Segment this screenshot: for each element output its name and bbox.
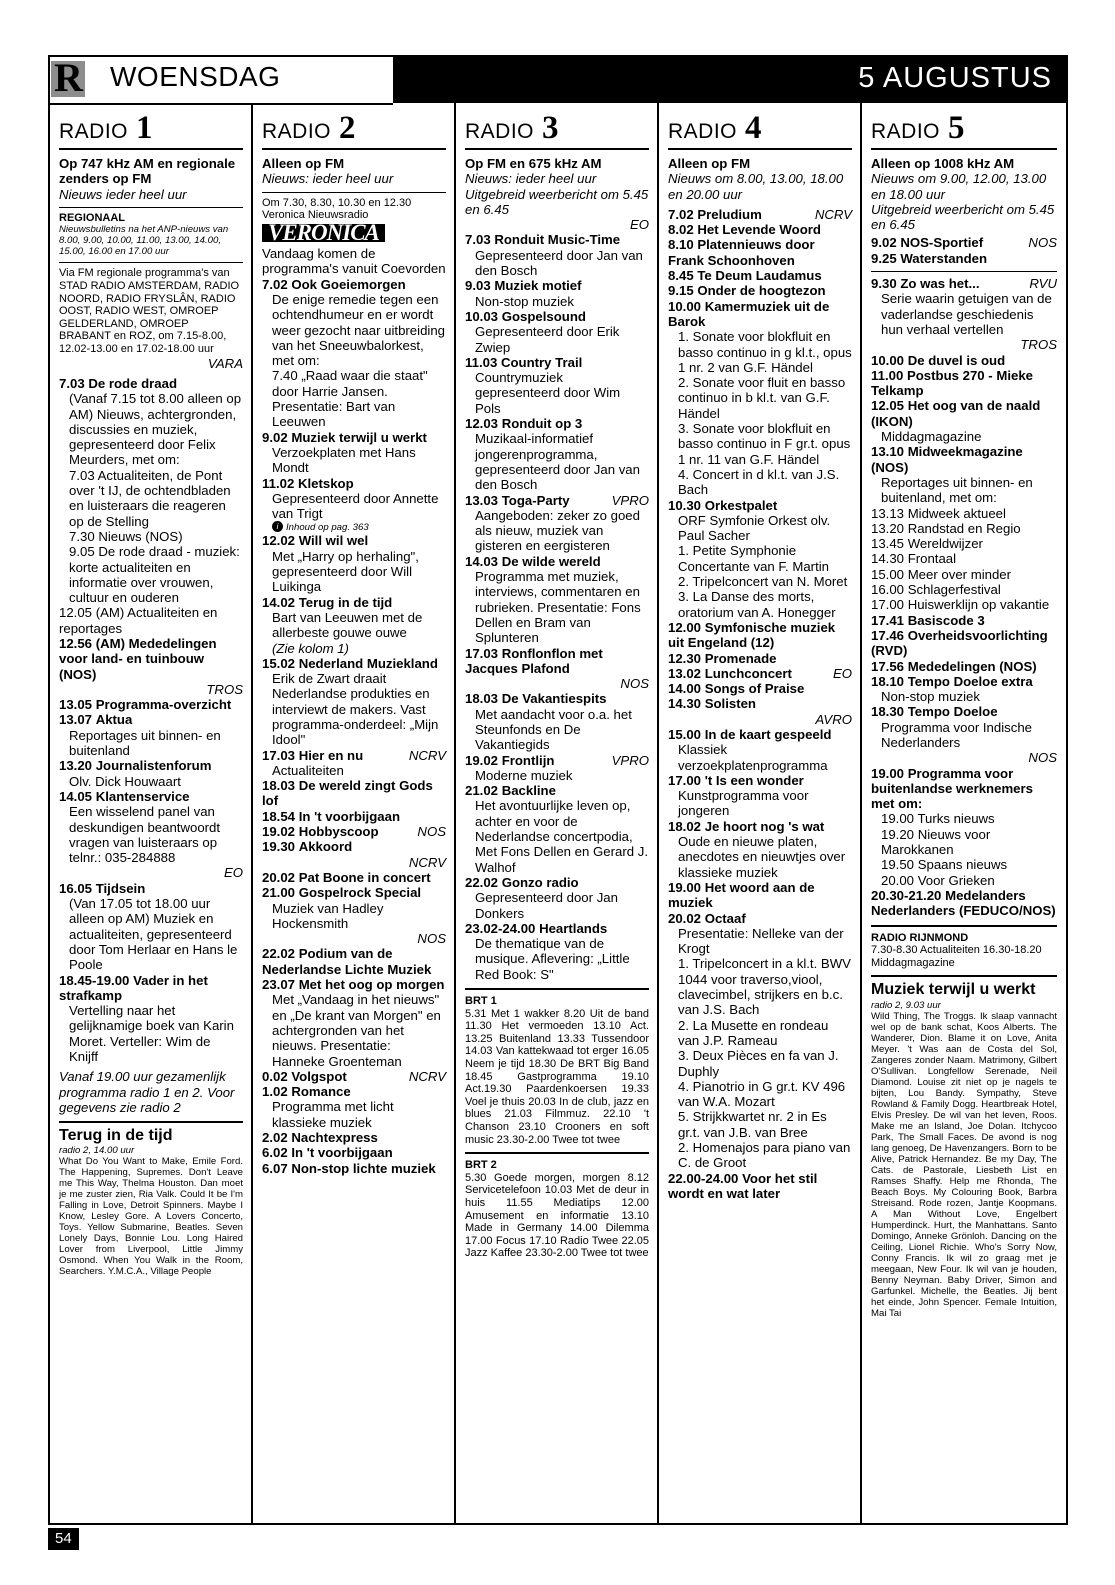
listing-desc: Serie waarin getuigen van de vaderlandse geschiedenis hun verhaal vertellen — [881, 291, 1052, 337]
listing: 18.03 De wereld zingt Gods lof — [262, 778, 433, 809]
listing-desc: Erik de Zwart draait Nederlandse produkties en interviewt de makers. Vast programma-onderdeel: „Mijn Idool" — [272, 671, 439, 748]
highlight-title: Terug in de tijd — [59, 1127, 173, 1145]
listing: 18.45-19.00 Vader in het strafkamp — [59, 972, 208, 1003]
listing: 7.03 Actualiteiten, de Pont over 't IJ, de ochtendbladen en luisteraars die reageren op de Stelling — [69, 467, 231, 529]
divider — [465, 148, 649, 150]
listing: 13.13 Midweek aktueel — [871, 505, 1006, 521]
listing-desc: De thematique van de musique. Aflevering: „Little Red Book: S" — [475, 936, 630, 982]
listing: 9.25 Waterstanden — [871, 250, 988, 266]
listing-desc: 2. Sonate voor fluit en basso continuo in b kl.t. van G.F. Händel — [678, 375, 846, 421]
listing: 8.45 Te Deum Laudamus — [668, 268, 822, 284]
listing-desc: 4. Pianotrio in G gr.t. KV 496 van W.A. Mozart — [678, 1078, 846, 1110]
listing: 22.00-24.00 Voor het stil wordt en wat later — [668, 1170, 818, 1201]
listing-desc: Olv. Dick Houwaart — [69, 773, 181, 789]
listing: 10.00 Kamermuziek uit de Barok — [668, 298, 830, 329]
listing-desc: Met „Harry op herhaling", gepresenteerd door Will Luikinga — [272, 548, 419, 595]
listing-desc: Reportages uit binnen- en buitenland, met om: — [881, 474, 1033, 506]
broadcaster-tros: TROS — [1020, 337, 1057, 353]
broadcaster-nos: NOS — [620, 676, 649, 692]
listing: 0.02 Volgspot NCRV — [262, 1068, 446, 1084]
listing-desc: 1. Tripelconcert in a kl.t. BWV 1044 voor traverso,viool, clavecimbel, strijkers en b.c. van J.S. Bach — [678, 956, 851, 1018]
listing: 7.40 „Raad waar die staat" door Harrie Jansen. Presentatie: Bart van Leeuwen — [272, 368, 428, 430]
news-info: Nieuws ieder heel uur — [59, 186, 187, 202]
listing: 17.03 Ronflonflon met Jacques Plafond — [465, 645, 603, 676]
brt1-label: BRT 1 — [465, 995, 497, 1008]
listing: 15.00 Meer over minder — [871, 566, 1012, 582]
listing: 19.00 Het woord aan de muziek — [668, 879, 815, 911]
listing: 7.02 Ook Goeiemorgen — [262, 276, 406, 292]
listing: 20.02 Octaaf — [668, 910, 746, 926]
frequency-info: Alleen op FM — [668, 156, 751, 171]
section-letter: R — [54, 55, 83, 100]
listing-desc: Programma voor Indische Nederlanders — [881, 719, 1032, 750]
listing: 21.00 Gospelrock Special — [262, 885, 422, 901]
brt2-label: BRT 2 — [465, 1159, 497, 1172]
reference-note: i Inhoud op pag. 363 — [262, 521, 446, 533]
highlight-text: What Do You Want to Make, Emile Ford. The Happening, Supremes. Don't Leave me This Way, Thelma Houston. Dan moet je me zuster zien, Ria Valk. Could It be I'm Falling in Love, Detroit Spinners. Maybe I Know, Lesley Gore. A Lovers Concerto, Toys. Yellow Submarine, Beatles. Seven Lonely Days, Bonnie Lou. Long Haired Lover from Liverpool, Little Jimmy Osmond. When You Walk in the Room, Searchers. Y.M.C.A., Village People — [59, 1156, 243, 1278]
listing: 12.05 (AM) Actualiteiten en reportages — [59, 605, 218, 636]
listing-desc: Presentatie: Nelleke van der Krogt — [678, 925, 844, 957]
station-heading-5 — [871, 103, 1057, 148]
listing-desc: Gepresenteerd door Jan Donkers — [475, 890, 618, 921]
listing: 15.00 In de kaart gespeeld — [668, 726, 832, 742]
listing: 11.02 Kletskop — [262, 475, 354, 491]
listing-desc: Bart van Leeuwen met de allerbeste gouwe ouwe — [272, 609, 423, 641]
listing-desc: 1. Sonate voor blokfluit en basso continuo in g kl.t., opus 1 nr. 2 van G.F. Händel — [678, 329, 852, 375]
highlight-sub: radio 2, 14.00 uur — [59, 1145, 135, 1157]
highlight-text: Wild Thing, The Troggs. Ik slaap vannacht wel op de bank schat, Koos Alberts. The Wanderer, Dion. Blame it on Love, Anita Meyer. 't Was aan de Costa del Sol, Zangeres zonder Naam. Matrimony, Gilbert O'Sullivan. Longfellow Serenade, Neil Diamond. Louise zit niet op je nagels te bijten, Lou Bandy. Sympathy, Steve Rowland & Family Dogg. Heartbreak Hotel, Elvis Presley. De wil van het leven, Roos. Make me an Island, Joe Dolan. Itchycoo Park, The Small Faces. De avond is nog lang genoeg, De Havenzangers. Born to be Alive, Patrick Hernandez. Be my Day, The Cats. de Pastorale, Liesbeth List en Ramses Shaffy. Help me Rhonda, The Beach Boys. My Colouring Book, Barbra Streisand. Rode rozen, Jantje Koopmans. A Man Without Love, Engelbert Humperdinck. Hurt, the Manhattans. Santo Domingo, Anneke Grönloh. Dancing on the Ceiling, Lionel Richie. Who's Sorry Now, Conny Francis. Ik wil zo graag met je meegaan, New Four. Ik wil van je houden, Benny Neyman. Baby Driver, Simon and Garfunkel. Michelle, the Beatles. Jij bent het einde, John Spencer. Female Intuition, Mai Tai — [871, 1010, 1057, 1319]
news-info: Nieuws om 9.00, 12.00, 13.00 en 18.00 uur — [871, 171, 1047, 202]
frequency-info: Alleen op 1008 kHz AM — [871, 156, 1015, 171]
regional-title: REGIONAAL — [59, 211, 125, 224]
broadcaster-tros: TROS — [206, 681, 243, 697]
frequency-info: Op 747 kHz AM en regionale zenders op FM — [59, 156, 236, 187]
listing: 17.46 Overheidsvoorlichting (RVD) — [871, 627, 1048, 659]
broadcaster-nos: NOS — [1028, 750, 1057, 766]
broadcaster-vara: VARA — [207, 355, 243, 371]
listing-desc: Actualiteiten — [272, 762, 344, 778]
listing: 7.03 De rode draad — [59, 375, 178, 391]
listing-desc: Met „Vandaag in het nieuws" en „De krant van Morgen" en achtergronden van het nieuws. Presentatie: Hanneke Groenteman — [272, 992, 441, 1069]
listing: 10.30 Orkestpalet — [668, 497, 778, 513]
divider — [871, 975, 1057, 977]
station-name: RADIO — [59, 120, 129, 143]
weekday-label: WOENSDAG — [110, 61, 281, 92]
listing-desc: Vertelling naar het gelijknamige boek van Karin Moret. Verteller: Wim de Knijff — [69, 1003, 234, 1064]
listing-desc: 2. Tripelconcert van N. Moret — [678, 574, 848, 590]
listing: 17.56 Mededelingen (NOS) — [871, 658, 1037, 674]
listing-desc: 2. La Musette en rondeau van J.P. Rameau — [678, 1017, 829, 1048]
station-number: 3 — [542, 110, 559, 146]
listing: 14.00 Songs of Praise — [668, 681, 805, 697]
listing-desc: Kunstprogramma voor jongeren — [678, 788, 809, 819]
listing-desc: De enige remedie tegen een ochtendhumeur en er wordt weer gezocht naar uitbreiding van het Sneeuwbalorkest, met om: — [272, 291, 446, 369]
station-number: 1 — [136, 110, 153, 146]
listing: 17.00 't Is een wonder — [668, 772, 804, 788]
listing: 19.02 Frontlijn VPRO — [465, 752, 649, 768]
listing: 19.20 Nieuws voor Marokkanen — [881, 826, 991, 858]
listing: 2.02 Nachtexpress — [262, 1130, 378, 1145]
column-radio-1 — [50, 103, 253, 1523]
info-icon: i — [272, 521, 283, 532]
listing: 17.00 Huiswerklijn op vakantie — [871, 597, 1050, 613]
listing: 19.30 Akkoord — [262, 839, 353, 855]
listing: 6.07 Non-stop lichte muziek — [262, 1160, 436, 1176]
listing: 11.00 Postbus 270 - Mieke Telkamp — [871, 367, 1034, 399]
broadcaster-eo: EO — [629, 217, 649, 233]
listing: 6.02 In 't voorbijgaan — [262, 1145, 393, 1161]
listing-desc: Een wisselend panel van deskundigen beantwoordt vragen van luisteraars op telnr.: 035-284888 — [69, 804, 221, 866]
divider — [465, 1152, 649, 1154]
listing: 19.00 Turks nieuws — [881, 811, 995, 827]
listing-desc: Programma met muziek, interviews, commentaren en rubrieken. Presentatie: Fons Dellen en Bram van Splunteren — [475, 569, 641, 646]
listing: 7.30 Nieuws (NOS) — [69, 528, 183, 544]
divider — [871, 925, 1057, 927]
station-number: 5 — [948, 110, 965, 146]
listing: 13.03 Toga-Party VPRO — [465, 492, 649, 508]
listing: 14.30 Frontaal — [871, 551, 957, 567]
brt1-text: 5.31 Met 1 wakker 8.20 Uit de band 11.30 Het vermoeden 13.10 Act. 13.25 Buitenland 13.33 Tussendoor 14.03 Van kattekwaad tot erger 16.05 Neem je tijd 18.30 De BRT Big Band 18.45 Gastprogramma 19.10 Act.19.30 Paardenkoersen 19.33 Voel je thuis 20.03 In de club, jazz en blues 21.03 Filmmuz. 22.10 't Chanson 23.10 Crooners en soft music 23.30-2.00 Twee tot twee — [465, 1007, 649, 1146]
station-heading-2 — [262, 103, 446, 148]
listing-desc: 3. Deux Pièces en fa van J. Duphly — [678, 1048, 839, 1079]
rijnmond-label: RADIO RIJNMOND — [871, 931, 969, 944]
broadcaster-avro: AVRO — [815, 711, 852, 727]
divider — [262, 148, 446, 150]
listing: 13.45 Wereldwijzer — [871, 536, 983, 552]
weather-info: Uitgebreid weerbericht om 5.45 en 6.45 — [871, 201, 1055, 233]
column-radio-5 — [862, 103, 1065, 1523]
listing: 14.02 Terug in de tijd — [262, 594, 393, 610]
listing: 9.02 NOS-Sportief NOS — [871, 235, 1057, 251]
divider — [871, 271, 1057, 272]
listing-desc: Programma met licht klassieke muziek — [272, 1099, 394, 1130]
listing: 13.10 Midweekmagazine (NOS) — [871, 444, 1023, 475]
column-footnote: Vanaf 19.00 uur gezamenlijk programma radio 1 en 2. Voor gegevens zie radio 2 — [59, 1069, 235, 1115]
listing-desc: Aangeboden: zeker zo goed als nieuw, muziek van gisteren en eergisteren — [475, 507, 640, 554]
highlight-sub: radio 2, 9.03 uur — [871, 999, 941, 1011]
listing: 18.02 Je hoort nog 's wat — [668, 818, 825, 834]
listing: 12.30 Promenade — [668, 650, 777, 666]
frequency-info: Alleen op FM — [262, 156, 345, 171]
listing: 20.30-21.20 Medelanders Nederlanders (FEDUCO/NOS) — [871, 887, 1056, 919]
listing: 7.02 Preludium NCRV — [668, 206, 852, 222]
listing-desc: 3. La Danse des morts, oratorium van A. Honegger — [678, 589, 836, 620]
station-name: RADIO — [465, 120, 535, 143]
listing: 9.05 De rode draad - muziek: korte actualiteiten en informatie over vrouwen, cultuur en ouderen — [69, 544, 240, 606]
weather-info: Uitgebreid weerbericht om 5.45 en 6.45 — [465, 186, 649, 217]
station-name: RADIO — [668, 120, 738, 143]
column-radio-2 — [253, 103, 456, 1523]
listing-desc: Moderne muziek — [475, 767, 573, 783]
station-heading-1 — [59, 103, 243, 148]
listing-desc: Muzikaal-informatief jongerenprogramma, gepresenteerd door Jan van den Bosch — [475, 431, 640, 493]
regional-stations: Via FM regionale programma's van STAD RADIO AMSTERDAM, RADIO NOORD, RADIO FRYSLÂN, RADIO OOST, RADIO WEST, OMROEP GELDERLAND, OMROEP BRABANT en ROZ, om 7.15-8.00, 12.02-13.00 en 17.02-18.00 uur — [59, 267, 240, 356]
listing: 23.02-24.00 Heartlands — [465, 920, 608, 936]
listing: 13.02 Lunchconcert EO — [668, 665, 852, 681]
listing: 22.02 Gonzo radio — [465, 874, 579, 890]
listing-desc: Middagmagazine — [881, 429, 982, 445]
highlight-title: Muziek terwijl u werkt — [871, 981, 1036, 999]
divider — [871, 148, 1057, 150]
listing: 10.03 Gospelsound — [465, 308, 586, 324]
station-number: 4 — [745, 110, 762, 146]
listing: 10.00 De duvel is oud — [871, 352, 1006, 368]
frequency-info: Op FM en 675 kHz AM — [465, 156, 602, 171]
listing: 9.15 Onder de hoogtezon — [668, 283, 826, 299]
listing: 19.00 Programma voor buitenlandse werknemers met om: — [871, 765, 1033, 812]
listing-desc: Reportages uit binnen- en buitenland — [69, 727, 221, 759]
listing-desc: Gepresenteerd door Annette van Trigt — [272, 490, 439, 522]
divider — [465, 988, 649, 990]
listing: 11.03 Country Trail — [465, 354, 583, 370]
listing-desc: 3. Sonate voor blokfluit en basso continuo in F gr.t. opus 1 nr. 11 van G.F. Händel — [678, 421, 851, 467]
listing: 16.00 Schlagerfestival — [871, 582, 1001, 598]
news-extra: Om 7.30, 8.30, 10.30 en 12.30 Veronica Nieuwsradio — [262, 196, 412, 222]
listing: 14.05 Klantenservice — [59, 788, 190, 804]
station-columns — [50, 103, 1066, 1523]
listing-desc: Non-stop muziek — [881, 689, 980, 705]
listing: 17.03 Hier en nu NCRV — [262, 747, 446, 763]
listing: 17.41 Basiscode 3 — [871, 612, 985, 628]
listing-desc: 2. Homenajos para piano van C. de Groot — [678, 1140, 851, 1171]
listing-ref: (Zie kolom 1) — [272, 640, 349, 656]
rijnmond-text: 7.30-8.30 Actualiteiten 16.30-18.20 Middagmagazine — [871, 944, 1042, 969]
listing: 12.05 Het oog van de naald (IKON) — [871, 398, 1041, 429]
listing: 13.20 Randstad en Regio — [871, 520, 1021, 536]
divider — [668, 148, 852, 150]
listing: 7.03 Ronduit Music-Time — [465, 232, 621, 248]
listing-desc: Met aandacht voor o.a. het Steunfonds en De Vakantiegids — [475, 706, 632, 753]
column-radio-3 — [456, 103, 659, 1523]
listing: 12.00 Symfonische muziek uit Engeland (12) — [668, 619, 836, 651]
listing-desc: Countrymuziek gepresenteerd door Wim Pols — [475, 370, 621, 416]
listing: 18.03 De Vakantiespits — [465, 691, 607, 707]
listing-desc: (Vanaf 7.15 tot 8.00 alleen op AM) Nieuws, achtergronden, discussies en muziek, gepresenteerd door Felix Meurders, met om: — [69, 391, 242, 468]
listing: 18.54 In 't voorbijgaan — [262, 808, 401, 824]
column-radio-4 — [659, 103, 862, 1523]
listing: 18.10 Tempo Doeloe extra — [871, 673, 1033, 689]
veronica-logo: VERONICA — [262, 224, 385, 242]
listing-desc: Gepresenteerd door Erik Zwiep — [475, 324, 620, 355]
listing-desc: Non-stop muziek — [475, 293, 574, 309]
divider — [59, 207, 243, 208]
station-number: 2 — [339, 110, 356, 146]
listing: 13.07 Aktua — [59, 712, 133, 728]
divider — [59, 262, 243, 263]
listing-desc: 5. Strijkkwartet nr. 2 in Es gr.t. van J.B. van Bree — [678, 1109, 827, 1140]
broadcaster-nos: NOS — [417, 931, 446, 947]
listing: 21.02 Backline — [465, 783, 556, 799]
listing: 13.05 Programma-overzicht — [59, 697, 232, 713]
listing: 14.30 Solisten — [668, 696, 756, 712]
listing: 19.02 Hobbyscoop NOS — [262, 824, 446, 840]
news-info: Nieuws: ieder heel uur — [465, 171, 597, 187]
listing: 12.03 Ronduit op 3 — [465, 416, 583, 432]
broadcaster-eo: EO — [223, 865, 243, 881]
date-label: 5 AUGUSTUS — [858, 62, 1052, 94]
broadcaster-ncrv: NCRV — [408, 854, 446, 870]
station-heading-3 — [465, 103, 649, 148]
listing: 8.02 Het Levende Woord — [668, 222, 821, 238]
listing-desc: 4. Concert in d kl.t. van J.S. Bach — [678, 466, 840, 498]
listing: 14.03 De wilde wereld — [465, 553, 601, 569]
news-info: Nieuws om 8.00, 13.00, 18.00 en 20.00 uur — [668, 171, 844, 202]
listing-desc: Gepresenteerd door Jan van den Bosch — [475, 247, 643, 279]
listing-desc: Verzoekplaten met Hans Mondt — [272, 444, 416, 476]
listing: 18.30 Tempo Doeloe — [871, 704, 998, 720]
regional-bulletins: Nieuwsbulletins na het ANP-nieuws van 8.00, 9.00, 10.00, 11.00, 13.00, 14.00, 15.00, 16.00 en 17.00 uur — [59, 224, 229, 258]
listing: 15.02 Nederland Muziekland — [262, 655, 438, 671]
listing-desc: Muziek van Hadley Hockensmith — [272, 900, 384, 931]
listing: 12.56 (AM) Mededelingen voor land- en tuinbouw (NOS) — [59, 635, 217, 682]
brt2-text: 5.30 Goede morgen, morgen 8.12 Servicetelefoon 10.03 Met de deur in huis 11.55 Mediatips 12.00 Amusement en informatie 13.10 Made in Germany 14.00 Dilemma 17.00 Focus 17.10 Radio Twee 22.05 Jazz Kaffee 23.30-2.00 Twee tot twee — [465, 1171, 649, 1260]
divider — [59, 148, 243, 150]
listing-desc: 1. Petite Symphonie Concertante van F. Martin — [678, 543, 829, 574]
station-name: RADIO — [871, 120, 941, 143]
listing-desc: Oude en nieuwe platen, anecdotes en nieuwtjes over klassieke muziek — [678, 834, 846, 880]
page-number: 54 — [48, 1528, 79, 1550]
listing: 19.50 Spaans nieuws — [881, 857, 1008, 873]
divider — [262, 192, 446, 193]
listing: 9.02 Muziek terwijl u werkt — [262, 429, 427, 445]
listing: 12.02 Will wil wel — [262, 533, 369, 549]
listing-desc: (Van 17.05 tot 18.00 uur alleen op AM) Muziek en actualiteiten, gepresenteerd door Tom Herlaar en Hans le Poole — [69, 896, 238, 973]
listing: 9.30 Zo was het... RVU — [871, 276, 1057, 292]
listing-desc: Het avontuurlijke leven op, achter en voor de Nederlandse concertpodia, Met Fons Dellen en Gerard J. Walhof — [475, 798, 648, 875]
listing-desc: ORF Symfonie Orkest olv. Paul Sacher — [678, 512, 831, 544]
listing: 23.07 Met het oog op morgen — [262, 977, 445, 993]
station-name: RADIO — [262, 120, 332, 143]
listing: 20.02 Pat Boone in concert — [262, 869, 431, 885]
listing: 13.20 Journalistenforum — [59, 758, 212, 774]
news-info: Nieuws: ieder heel uur — [262, 171, 394, 187]
listing: 9.03 Muziek motief — [465, 278, 582, 294]
column-lead: Vandaag komen de programma's vanuit Coevorden — [262, 246, 446, 277]
listing: 1.02 Romance — [262, 1084, 351, 1100]
divider — [59, 1121, 243, 1123]
listing: 8.10 Platennieuws door Frank Schoonhoven — [668, 237, 815, 268]
listing-desc: Klassiek verzoekplatenprogramma — [678, 742, 828, 773]
station-heading-4 — [668, 103, 852, 148]
listing: 16.05 Tijdsein — [59, 880, 146, 896]
listing: 22.02 Podium van de Nederlandse Lichte Muziek — [262, 946, 432, 977]
listing: 20.00 Voor Grieken — [881, 872, 995, 888]
